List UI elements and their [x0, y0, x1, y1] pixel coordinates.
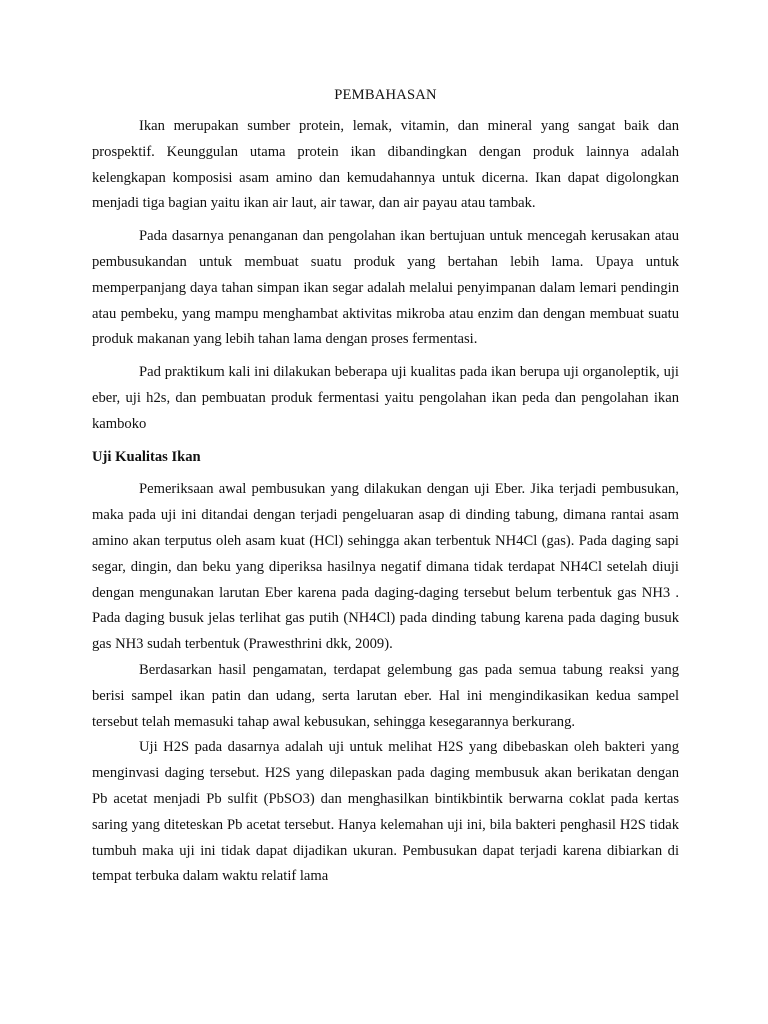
paragraph-section-2: Berdasarkan hasil pengamatan, terdapat gelembung gas pada semua tabung reaksi yang berisi sampel ikan patin dan udang, serta larutan eber. Hal ini mengindikasikan kedua sampel tersebut telah memasuki tahap awal kebusukan, sehingga kesegarannya berkurang. [92, 661, 679, 730]
paragraph-section-1: Pemeriksaan awal pembusukan yang dilakukan dengan uji Eber. Jika terjadi pembusukan, maka pada uji ini ditandai dengan terjadi pengeluaran asap di dinding tabung, dimana rantai asam amino akan terputus oleh asam kuat (HCl) sehingga akan terbentuk NH4Cl (gas). Pada daging sapi segar, dingin, dan beku yang diperiksa hasilnya negatif dimana tidak terdapat NH4Cl setelah diuji dengan mengunakan larutan Eber karena pada daging-daging tersebut belum terbentuk gas NH3 . Pada daging busuk jelas terlihat gas putih (NH4Cl) pada dinding tabung karena pada daging busuk gas NH3 sudah terbentuk (Prawesthrini dkk, 2009). [92, 481, 679, 653]
page-title: PEMBAHASAN [334, 87, 437, 103]
section-heading: Uji Kualitas Ikan [92, 448, 201, 465]
paragraph-intro-2: Pada dasarnya penanganan dan pengolahan ikan bertujuan untuk mencegah kerusakan atau pembusukandan untuk membuat suatu produk yang bertahan lebih lama. Upaya untuk memperpanjang daya tahan simpan ikan segar adalah melalui penyimpanan dalam lemari pendingin atau pembeku, yang mampu menghambat aktivitas mikroba atau enzim dan dengan membuat suatu produk makanan yang lebih tahan lama dengan proses fermentasi. [92, 228, 679, 348]
paragraph-intro-1: Ikan merupakan sumber protein, lemak, vitamin, dan mineral yang sangat baik dan prospektif. Keunggulan utama protein ikan dibandingkan dengan produk lainnya adalah kelengkapan komposisi asam amino dan kemudahannya untuk dicerna. Ikan dapat digolongkan menjadi tiga bagian yaitu ikan air laut, air tawar, dan air payau atau tambak. [92, 118, 679, 212]
paragraph-intro-3: Pad praktikum kali ini dilakukan beberapa uji kualitas pada ikan berupa uji organoleptik, uji eber, uji h2s, dan pembuatan produk fermentasi yaitu pengolahan ikan peda dan pengolahan ikan kamboko [92, 364, 679, 432]
paragraph-section-3: Uji H2S pada dasarnya adalah uji untuk melihat H2S yang dibebaskan oleh bakteri yang menginvasi daging tersebut. H2S yang dilepaskan pada daging membusuk akan berikatan dengan Pb acetat menjadi Pb sulfit (PbSO3) dan menghasilkan bintikbintik berwarna coklat pada kertas saring yang diteteskan Pb acetat tersebut. Hanya kelemahan uji ini, bila bakteri penghasil H2S tidak tumbuh maka uji ini tidak dapat dijadikan ukuran. Pembusukan dapat terjadi karena dibiarkan di tempat terbuka dalam waktu relatif lama [92, 739, 679, 885]
